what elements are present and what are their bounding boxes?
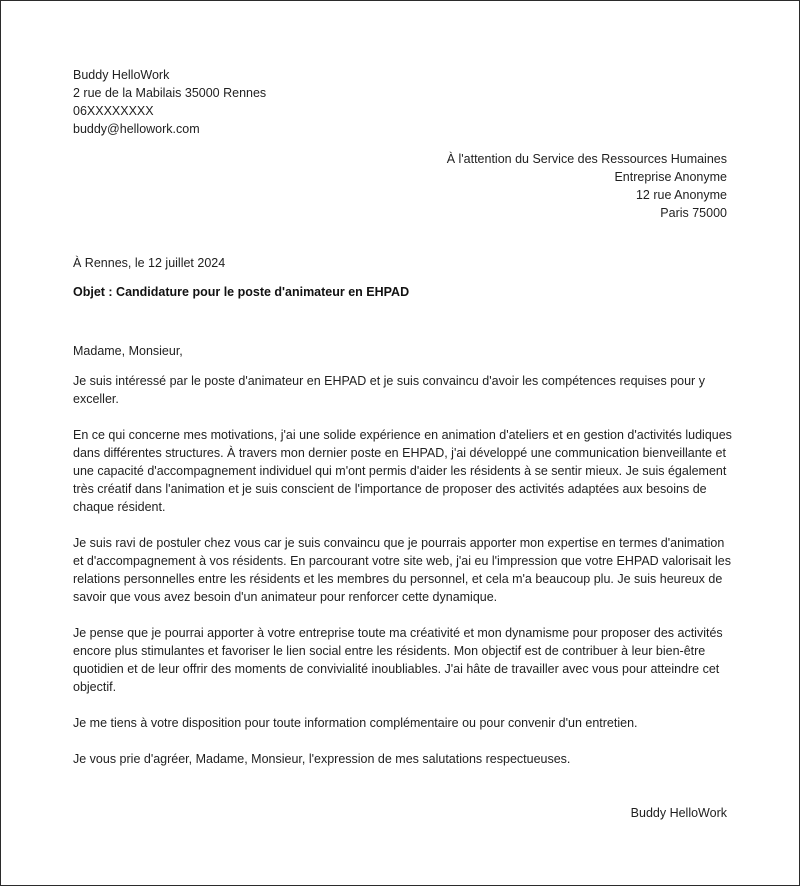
sender-email: buddy@hellowork.com: [73, 122, 200, 136]
paragraph-company-interest: Je suis ravi de postuler chez vous car je suis convaincu que je pourrais apporter mon expertise en termes d'animation et d'accompagnement à vos résidents. En parcourant votre site web, j'ai eu l'impression que votre EHPAD valorisait les relations personnelles entre les résidents et les membres du personnel, et cela m'a beaucoup plu. Je suis heureux de savoir que vous avez besoin d'un animateur pour renforcer cette dynamique.: [73, 536, 731, 604]
recipient-city: Paris 75000: [660, 206, 727, 220]
recipient-block: [447, 150, 727, 222]
sender-name: Buddy HelloWork: [73, 68, 170, 82]
sender-phone: 06XXXXXXXX: [73, 104, 154, 118]
letter-subject: Objet : Candidature pour le poste d'animateur en EHPAD: [73, 285, 410, 299]
recipient-company: Entreprise Anonyme: [614, 170, 727, 184]
sender-address: 2 rue de la Mabilais 35000 Rennes: [73, 86, 267, 100]
greeting: Madame, Monsieur,: [73, 344, 183, 358]
paragraph-motivations: En ce qui concerne mes motivations, j'ai une solide expérience en animation d'ateliers et en gestion d'activités ludiques dans différentes structures. À travers mon dernier poste en EHPAD, j'ai développé une communication bienveillante et une capacité d'accompagnement individuel qui m'ont permis d'aider les résidents à se sentir mieux. Je suis également très créatif dans l'animation et je suis conscient de l'importance de proposer des activités adaptées aux besoins de chaque résident.: [73, 428, 732, 514]
paragraph-intro: Je suis intéressé par le poste d'animateur en EHPAD et je suis convaincu d'avoir les compétences requises pour y exceller.: [73, 374, 705, 406]
sender-block: [73, 66, 266, 138]
paragraph-contribution: Je pense que je pourrai apporter à votre entreprise toute ma créativité et mon dynamisme pour proposer des activités encore plus stimulantes et favoriser le lien social entre les résidents. Mon objectif est de contribuer à leur bien-être quotidien et de leur offrir des moments de convivialité inoubliables. J'ai hâte de travailler avec vous pour atteindre cet objectif.: [73, 626, 723, 694]
recipient-street: 12 rue Anonyme: [635, 188, 727, 202]
paragraph-availability: Je me tiens à votre disposition pour toute information complémentaire ou pour convenir d'un entretien.: [73, 716, 638, 730]
paragraph-closing: Je vous prie d'agréer, Madame, Monsieur, l'expression de mes salutations respectueuses.: [73, 752, 571, 766]
recipient-attention: À l'attention du Service des Ressources Humaines: [446, 152, 727, 166]
letter-body: [73, 342, 733, 786]
place-date: À Rennes, le 12 juillet 2024: [73, 256, 226, 270]
signature: Buddy HelloWork: [630, 806, 727, 820]
